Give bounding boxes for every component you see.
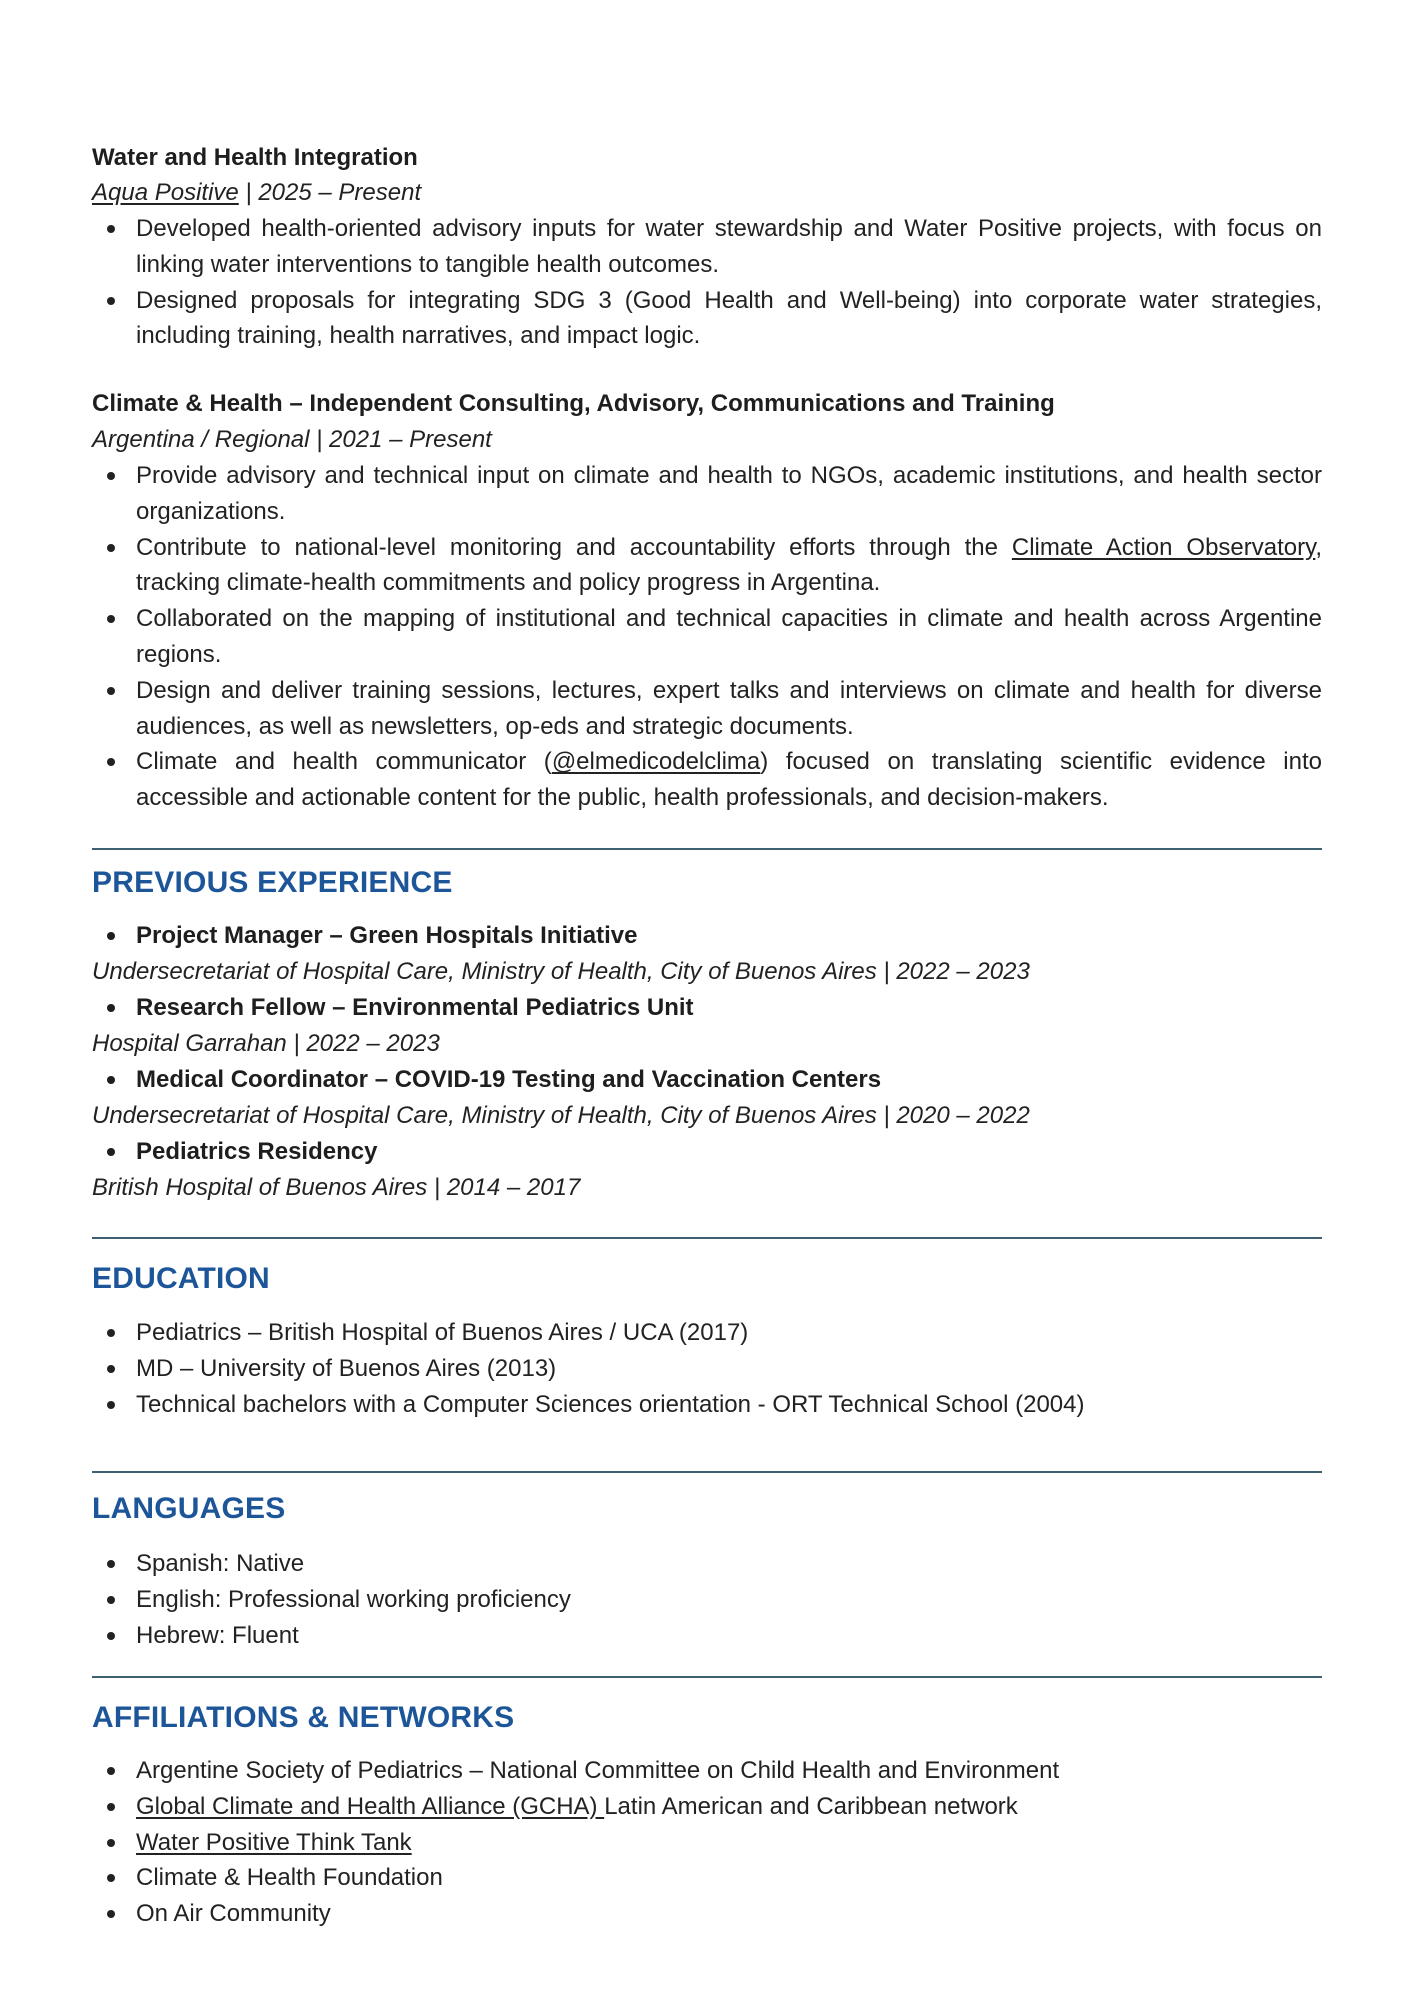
affiliation-item — [92, 1789, 1322, 1825]
experience-org: Undersecretariat of Hospital Care, Ministry of Health, City of Buenos Aires | 2022 – 2023 — [92, 958, 1030, 985]
experience-role: Pediatrics Residency — [92, 1134, 1322, 1170]
bullet-item: Developed health-oriented advisory inputs for water stewardship and Water Positive projects, with focus on linking water interventions to tangible health outcomes. — [92, 211, 1322, 283]
experience-item — [92, 1062, 1322, 1134]
experience-role: Project Manager – Green Hospitals Initiative — [92, 918, 1322, 954]
languages-list — [92, 1546, 1322, 1653]
section-divider — [92, 1237, 1322, 1239]
bullet-text: Climate and health communicator ( — [136, 748, 552, 776]
bullet-text: Contribute to national-level monitoring and accountability efforts through the — [136, 533, 1012, 561]
job-period: | 2025 – Present — [238, 179, 422, 206]
affiliation-item: On Air Community — [92, 1896, 1322, 1932]
job-title: Climate & Health – Independent Consulting, Advisory, Communications and Training — [92, 390, 1055, 417]
section-heading-languages: LANGUAGES — [92, 1492, 286, 1525]
job-bullets — [92, 211, 1322, 354]
org-link-aqua-positive[interactable]: Aqua Positive — [92, 179, 239, 206]
job-meta — [92, 428, 492, 452]
experience-role: Research Fellow – Environmental Pediatrics Unit — [92, 990, 1322, 1026]
gcha-link[interactable]: Global Climate and Health Alliance (GCHA) — [136, 1792, 605, 1820]
experience-item — [92, 990, 1322, 1062]
section-divider — [92, 848, 1322, 850]
experience-role: Medical Coordinator – COVID-19 Testing and Vaccination Centers — [92, 1062, 1322, 1098]
climate-action-observatory-link[interactable]: Climate Action Observatory — [1011, 533, 1316, 561]
experience-org: Hospital Garrahan | 2022 – 2023 — [92, 1030, 440, 1057]
job-meta — [92, 181, 421, 205]
job-title: Water and Health Integration — [92, 144, 418, 171]
bullet-item: Collaborated on the mapping of institutional and technical capacities in climate and health across Argentine regions. — [92, 601, 1322, 673]
education-item: MD – University of Buenos Aires (2013) — [92, 1351, 1322, 1387]
job-period: | 2021 – Present — [309, 426, 492, 453]
education-item: Pediatrics – British Hospital of Buenos Aires / UCA (2017) — [92, 1315, 1322, 1351]
education-list — [92, 1315, 1322, 1422]
bullet-text: , tracking climate-health commitments and policy progress in Argentina. — [136, 533, 1323, 597]
bullet-item — [92, 744, 1322, 816]
bullet-item — [92, 530, 1322, 602]
water-positive-think-tank-link[interactable]: Water Positive Think Tank — [136, 1828, 412, 1856]
bullet-item: Designed proposals for integrating SDG 3 (Good Health and Well-being) into corporate water strategies, including training, health narratives, and impact logic. — [92, 283, 1322, 355]
affiliation-item: Climate & Health Foundation — [92, 1860, 1322, 1896]
language-item: Spanish: Native — [92, 1546, 1322, 1582]
affiliation-item — [92, 1825, 1322, 1861]
section-divider — [92, 1471, 1322, 1473]
bullet-text: ) focused on translating scientific evidence into accessible and actionable content for the public, health professionals, and decision-makers. — [136, 748, 1322, 812]
job-location: Argentina / Regional — [92, 426, 310, 453]
section-divider — [92, 1676, 1322, 1678]
experience-item — [92, 1134, 1322, 1206]
experience-org: British Hospital of Buenos Aires | 2014 – 2017 — [92, 1174, 581, 1201]
section-heading-education: EDUCATION — [92, 1262, 270, 1295]
job-bullets — [92, 458, 1322, 816]
elmedicodelclima-link[interactable]: @elmedicodelclima — [551, 748, 761, 776]
education-item: Technical bachelors with a Computer Sciences orientation - ORT Technical School (2004) — [92, 1387, 1322, 1423]
experience-item — [92, 918, 1322, 990]
language-item: English: Professional working proficiency — [92, 1582, 1322, 1618]
affiliation-item: Argentine Society of Pediatrics – National Committee on Child Health and Environment — [92, 1753, 1322, 1789]
bullet-item: Provide advisory and technical input on climate and health to NGOs, academic institutions, and health sector organizations. — [92, 458, 1322, 530]
section-heading-previous-experience: PREVIOUS EXPERIENCE — [92, 866, 453, 899]
experience-org: Undersecretariat of Hospital Care, Ministry of Health, City of Buenos Aires | 2020 – 2022 — [92, 1102, 1030, 1129]
section-heading-affiliations: AFFILIATIONS & NETWORKS — [92, 1701, 515, 1734]
language-item: Hebrew: Fluent — [92, 1618, 1322, 1654]
affiliation-text: Latin American and Caribbean network — [604, 1792, 1018, 1820]
affiliations-list — [92, 1753, 1322, 1932]
bullet-item: Design and deliver training sessions, lectures, expert talks and interviews on climate and health for diverse audiences, as well as newsletters, op-eds and strategic documents. — [92, 673, 1322, 745]
